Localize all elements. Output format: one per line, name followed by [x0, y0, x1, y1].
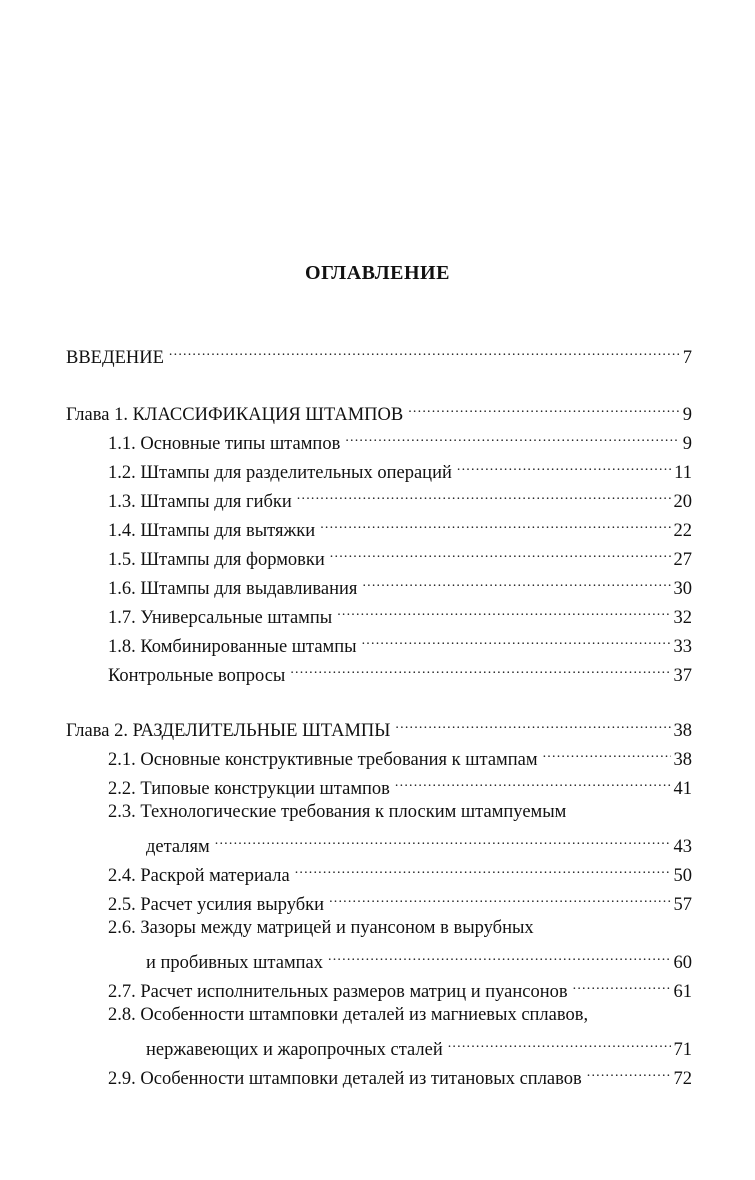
toc-entry-page: 61 — [673, 982, 692, 1002]
toc-entry-page: 38 — [673, 750, 692, 770]
dot-leader — [329, 888, 670, 910]
dot-leader — [297, 485, 671, 507]
toc-entry — [108, 514, 692, 542]
toc-entry-label: Комбинированные штампы — [140, 637, 357, 657]
dot-leader — [345, 427, 679, 449]
dot-leader — [395, 772, 671, 794]
toc-entry-label: Штампы для выдавливания — [140, 579, 358, 599]
toc-entry-page: 71 — [673, 1040, 692, 1060]
toc-entry-continuation — [146, 830, 692, 858]
toc-entry — [108, 630, 692, 658]
toc-entry-number: 2.8. — [108, 1005, 136, 1025]
toc-entry-label: ВВЕДЕНИЕ — [66, 348, 164, 368]
toc-entry-page: 20 — [673, 492, 692, 512]
toc-entry-number: 1.3. — [108, 492, 136, 512]
toc-entry-continuation — [146, 1033, 692, 1061]
toc-entry-number: 2.4. — [108, 866, 136, 886]
toc-entry-number: 1.4. — [108, 521, 136, 541]
toc-entry-label-cont: и пробивных штампах — [146, 953, 324, 973]
dot-leader — [362, 630, 671, 652]
toc-entry-label: Расчет усилия вырубки — [140, 895, 325, 915]
toc-entry — [108, 485, 692, 513]
toc-entry-number: 1.7. — [108, 608, 136, 628]
toc-entry-continuation — [146, 946, 692, 974]
toc-chapter-1 — [66, 398, 692, 426]
toc-entry — [108, 859, 692, 887]
toc-entry-label: Штампы для вытяжки — [140, 521, 316, 541]
toc-entry-page: 27 — [673, 550, 692, 570]
toc-entry-page: 50 — [673, 866, 692, 886]
toc-chapter-page: 38 — [673, 721, 692, 741]
toc-entry-label-cont: нержавеющих и жаропрочных сталей — [146, 1040, 443, 1060]
toc-entry-number: 2.6. — [108, 918, 136, 938]
toc-entry — [108, 1062, 692, 1090]
dot-leader — [328, 946, 670, 968]
toc-entry-page: 41 — [673, 779, 692, 799]
toc-entry-number: 1.2. — [108, 463, 136, 483]
toc-entry-page: 33 — [673, 637, 692, 657]
toc-entry-label: Расчет исполнительных размеров матриц и пуансонов — [140, 982, 568, 1002]
toc-chapter-page: 9 — [682, 405, 692, 425]
toc-entry-page: 32 — [673, 608, 692, 628]
toc-chapter-label: Глава 1. КЛАССИФИКАЦИЯ ШТАМПОВ — [66, 405, 404, 425]
toc-entry-number: 2.2. — [108, 779, 136, 799]
toc-entry-number: 2.1. — [108, 750, 136, 770]
toc-entry-number: 2.7. — [108, 982, 136, 1002]
toc-entry-label: Основные типы штампов — [140, 434, 341, 454]
toc-entry-label: Штампы для разделительных операций — [140, 463, 452, 483]
toc-entry-page: 57 — [673, 895, 692, 915]
toc-entry-first-line — [108, 801, 566, 823]
toc-entry-label: Технологические требования к плоским штампуемым — [140, 802, 567, 822]
toc-entry-page: 9 — [682, 434, 692, 454]
dot-leader — [573, 975, 671, 997]
toc-entry — [108, 427, 692, 455]
toc-entry-page: 7 — [682, 348, 692, 368]
toc-entry-label: Универсальные штампы — [140, 608, 333, 628]
toc-entry-page: 60 — [673, 953, 692, 973]
dot-leader — [295, 859, 671, 881]
toc-entry-number: 2.5. — [108, 895, 136, 915]
toc-entry-number: 1.8. — [108, 637, 136, 657]
toc-entry-first-line — [108, 1004, 588, 1026]
dot-leader — [330, 543, 671, 565]
toc-entry-number: 2.3. — [108, 802, 136, 822]
toc-entry-number: 1.1. — [108, 434, 136, 454]
toc-entry-label: Зазоры между матрицей и пуансоном в вырубных — [140, 918, 534, 938]
toc-chapter-label: Глава 2. РАЗДЕЛИТЕЛЬНЫЕ ШТАМПЫ — [66, 721, 391, 741]
dot-leader — [290, 659, 670, 681]
toc-entry-first-line — [108, 917, 534, 939]
dot-leader — [215, 830, 671, 852]
dot-leader — [448, 1033, 671, 1055]
toc-entry-intro — [66, 341, 692, 369]
toc-entry-label: Основные конструктивные требования к штампам — [140, 750, 538, 770]
toc-entry-page: 11 — [674, 463, 692, 483]
dot-leader — [457, 456, 671, 478]
toc-entry-label: Штампы для формовки — [140, 550, 325, 570]
toc-entry-label-cont: деталям — [146, 837, 210, 857]
toc-entry-page: 30 — [673, 579, 692, 599]
dot-leader — [320, 514, 670, 536]
toc-entry — [108, 743, 692, 771]
toc-entry-number: 1.5. — [108, 550, 136, 570]
toc-entry — [108, 772, 692, 800]
toc-entry-label: Штампы для гибки — [140, 492, 292, 512]
toc-entry-number: 1.6. — [108, 579, 136, 599]
toc-entry — [108, 456, 692, 484]
toc-entry-page: 22 — [673, 521, 692, 541]
toc-entry-label: Контрольные вопросы — [108, 666, 286, 686]
dot-leader — [408, 398, 680, 420]
toc-entry-page: 37 — [673, 666, 692, 686]
dot-leader — [587, 1062, 671, 1084]
toc-entry-label: Особенности штамповки деталей из магниевых сплавов, — [140, 1005, 589, 1025]
toc-entry-label: Раскрой материала — [140, 866, 290, 886]
toc-entry-page: 43 — [673, 837, 692, 857]
page-title: ОГЛАВЛЕНИЕ — [305, 262, 450, 284]
toc-entry-number: 2.9. — [108, 1069, 136, 1089]
toc-entry-page: 72 — [673, 1069, 692, 1089]
toc-entry — [108, 975, 692, 1003]
dot-leader — [543, 743, 671, 765]
toc-entry — [108, 543, 692, 571]
toc-chapter-2 — [66, 714, 692, 742]
toc-entry-label: Типовые конструкции штампов — [140, 779, 390, 799]
toc-entry — [108, 888, 692, 916]
dot-leader — [169, 341, 680, 363]
dot-leader — [395, 714, 670, 736]
dot-leader — [362, 572, 670, 594]
toc-entry — [108, 572, 692, 600]
toc-entry-review-questions — [108, 659, 692, 687]
toc-entry — [108, 601, 692, 629]
dot-leader — [337, 601, 670, 623]
toc-entry-label: Особенности штамповки деталей из титановых сплавов — [140, 1069, 582, 1089]
